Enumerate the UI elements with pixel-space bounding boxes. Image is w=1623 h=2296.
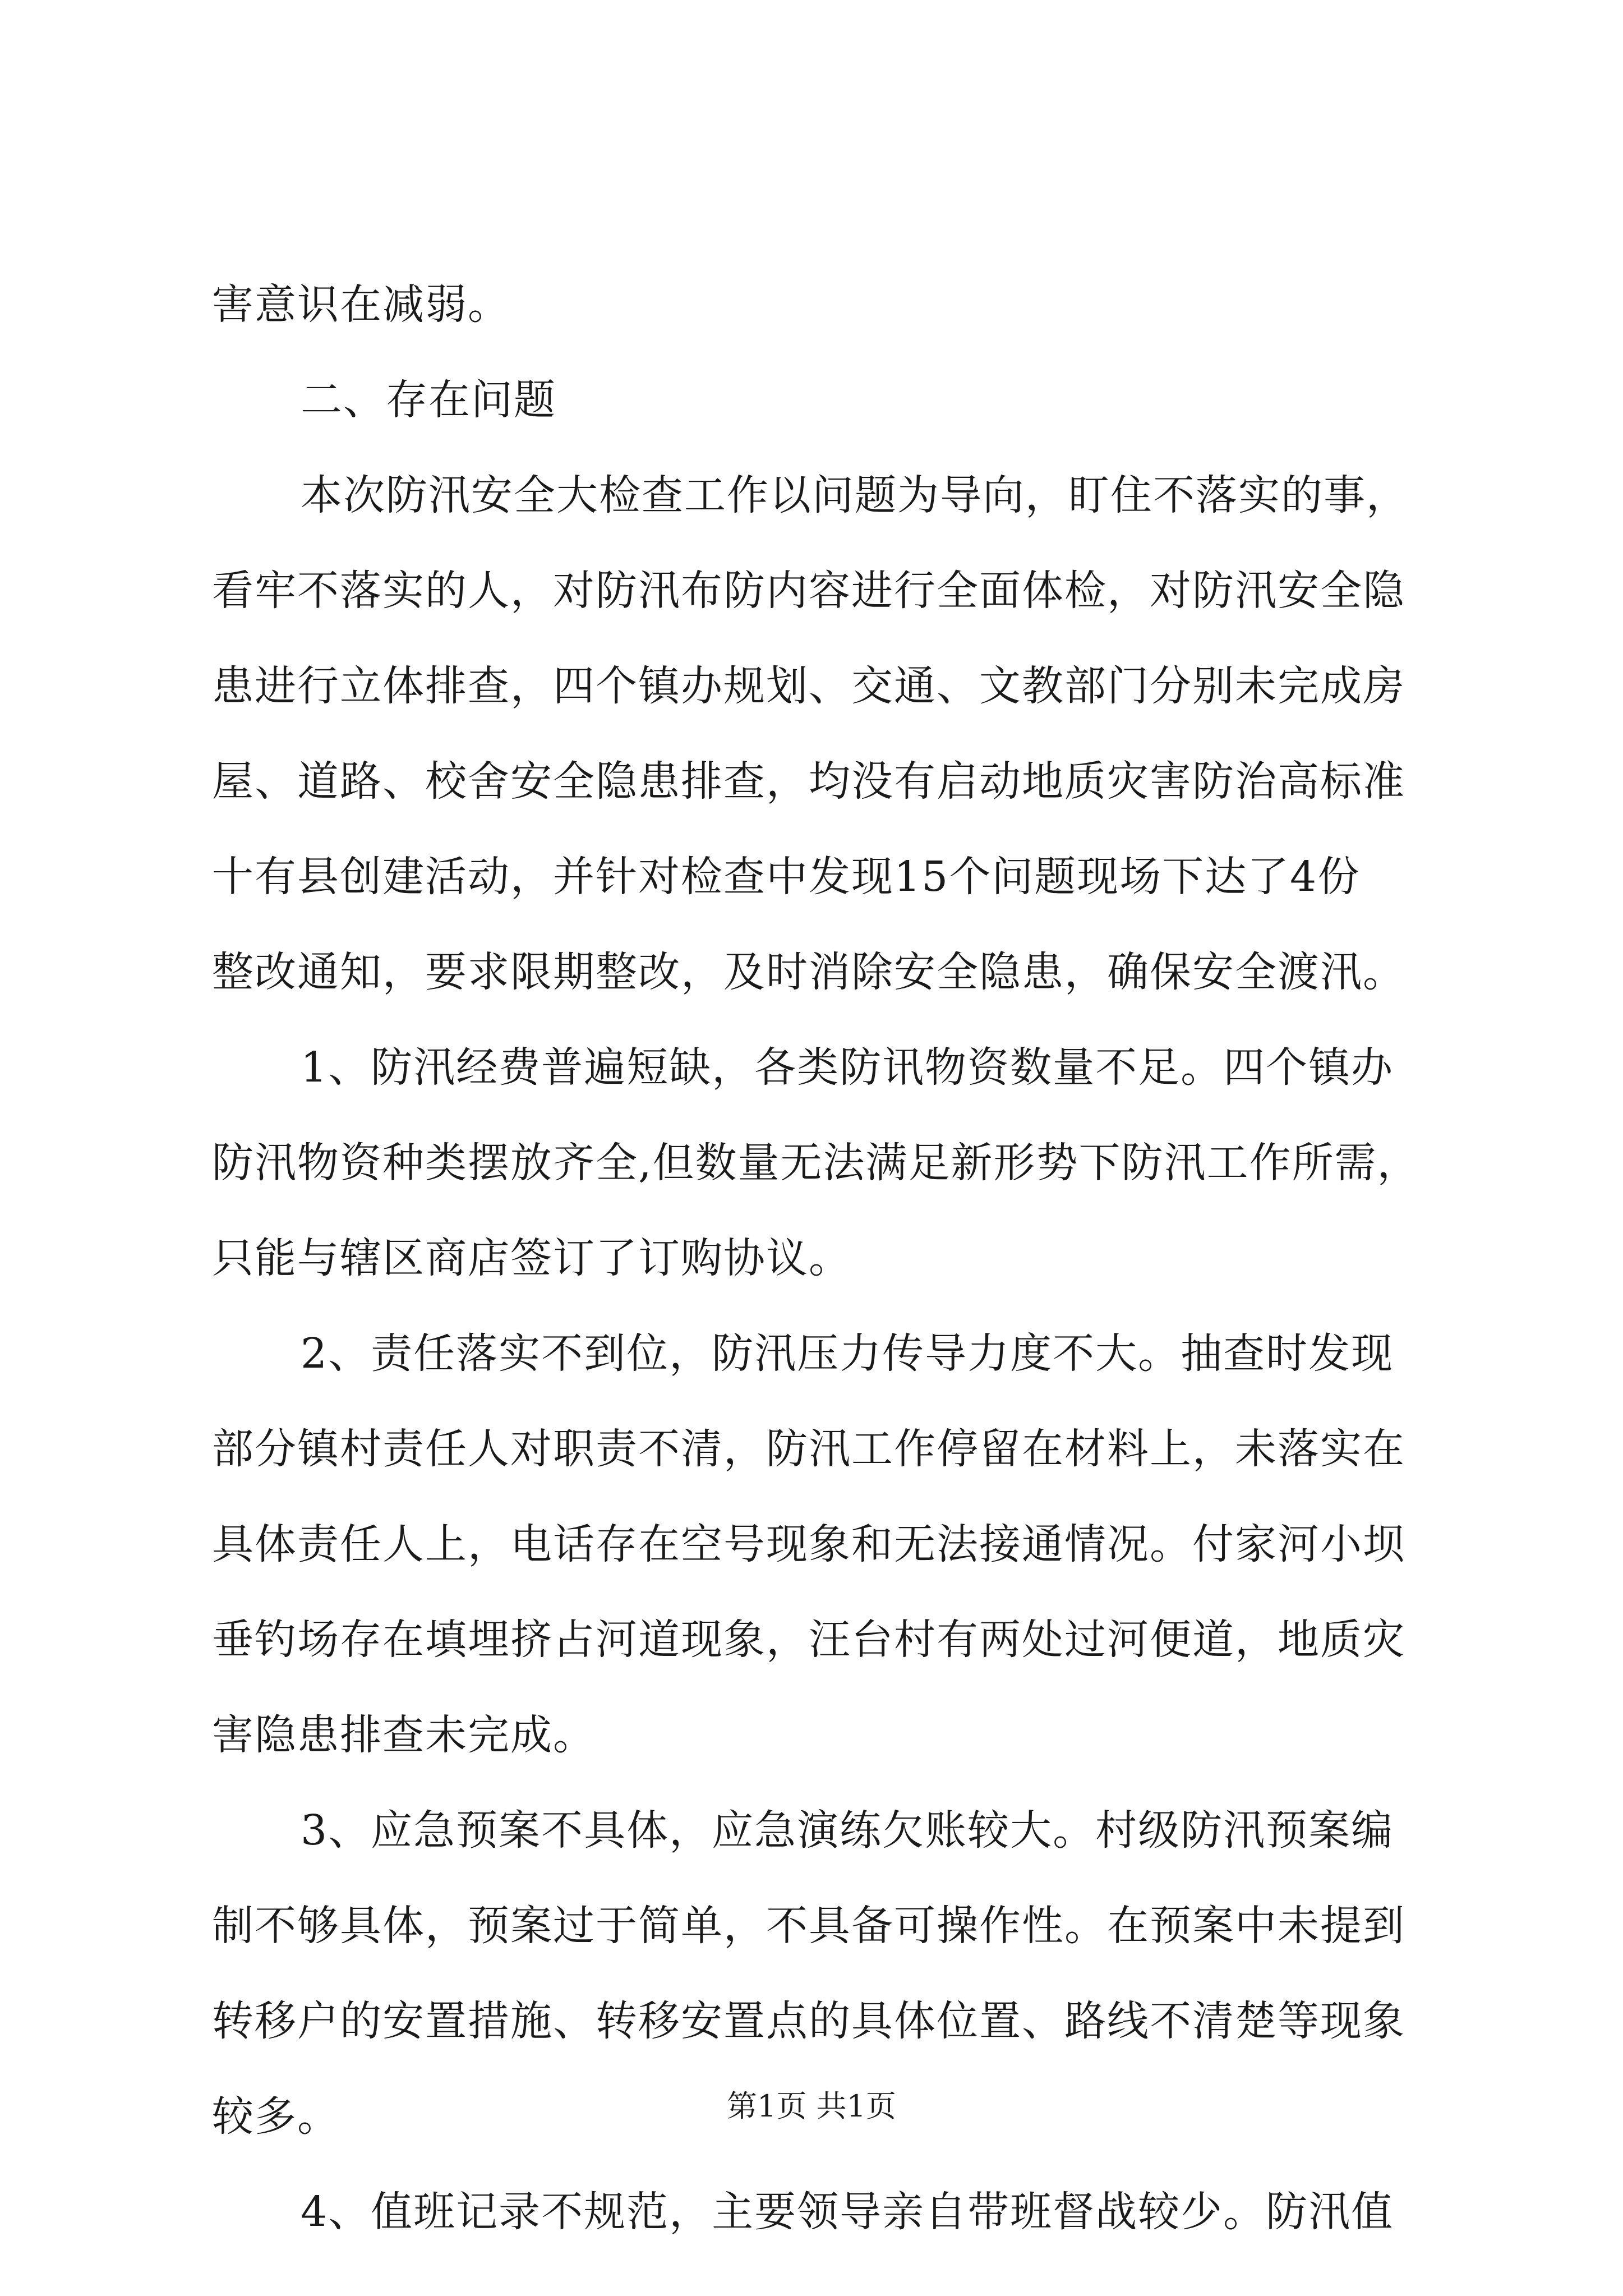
text-line: 只能与辖区商店签订了订购协议。: [212, 1234, 851, 1282]
text-line: 较多。: [212, 2092, 340, 2141]
text-line: 具体责任人上，电话存在空号现象和无法接通情况。付家河小坝: [212, 1520, 1405, 1568]
text-line: 屋、道路、校舍安全隐患排查，均没有启动地质灾害防治高标准: [212, 757, 1405, 806]
text-line: 3、应急预案不具体，应急演练欠账较大。村级防汛预案编: [301, 1806, 1394, 1855]
text-line: 患进行立体排查，四个镇办规划、交通、文教部门分别未完成房: [212, 662, 1405, 710]
text-line: 转移户的安置措施、转移安置点的具体位置、路线不清楚等现象: [212, 1997, 1405, 2045]
text-line: 十有县创建活动，并针对检查中发现15个问题现场下达了4份: [212, 853, 1361, 901]
text-line: 2、责任落实不到位，防汛压力传导力度不大。抽查时发现: [301, 1329, 1394, 1378]
text-line: 害意识在减弱。: [212, 280, 510, 329]
text-line: 防汛物资种类摆放齐全,但数量无法满足新形势下防汛工作所需，: [212, 1139, 1420, 1187]
text-line: 4、值班记录不规范，主要领导亲自带班督战较少。防汛值: [301, 2188, 1394, 2236]
text-line: 看牢不落实的人，对防汛布防内容进行全面体检，对防汛安全隐: [212, 567, 1405, 615]
text-line: 害隐患排查未完成。: [212, 1711, 596, 1759]
text-line: 垂钓场存在填埋挤占河道现象，汪台村有两处过河便道，地质灾: [212, 1616, 1405, 1664]
page-number-footer: 第1页 共1页: [727, 2088, 896, 2124]
section-heading: 二、存在问题: [301, 376, 556, 424]
text-line: 部分镇村责任人对职责不清，防汛工作停留在材料上，未落实在: [212, 1425, 1405, 1473]
text-line: 1、防汛经费普遍短缺，各类防讯物资数量不足。四个镇办: [301, 1043, 1394, 1092]
text-line: 本次防汛安全大检查工作以问题为导向，盯住不落实的事，: [301, 471, 1409, 519]
text-line: 制不够具体，预案过于简单，不具备可操作性。在预案中未提到: [212, 1902, 1405, 1950]
text-line: 整改通知，要求限期整改，及时消除安全隐患，确保安全渡汛。: [212, 948, 1405, 996]
document-body: [212, 257, 1420, 2260]
